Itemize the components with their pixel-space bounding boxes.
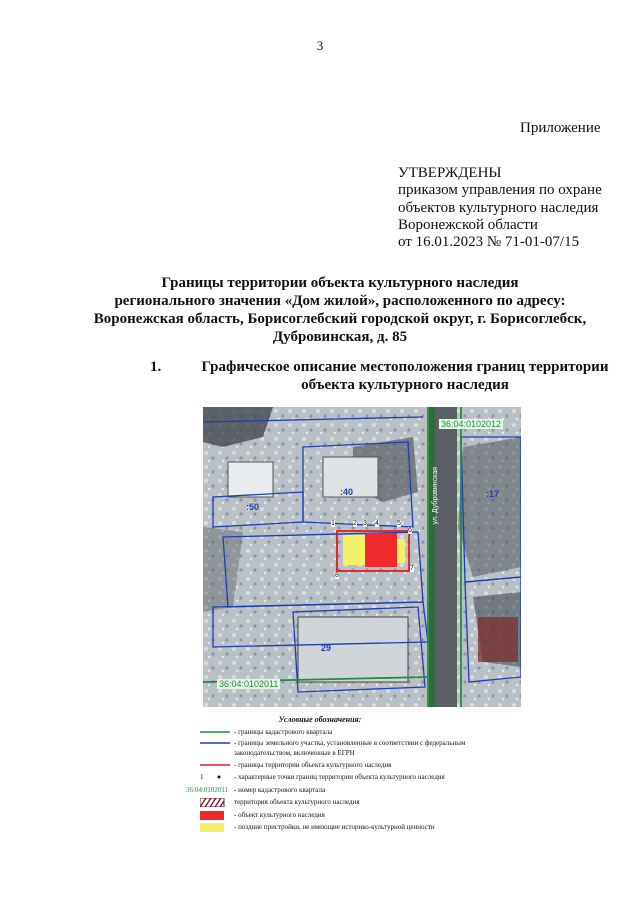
quarter-number-symbol: 36:04:0102011 <box>186 786 229 794</box>
legend-title: Условные обозначения: <box>278 715 362 724</box>
parcel-label: 29 <box>321 643 332 653</box>
section-title-line: Графическое описание местоположения границ территории <box>201 359 609 375</box>
map-graphic <box>203 407 521 707</box>
appendix-label: Приложение <box>520 120 601 136</box>
late-extension <box>397 539 405 563</box>
parcel-label: :40 <box>340 487 354 497</box>
section-title <box>190 358 620 394</box>
title-line: Воронежская область, Борисоглебский городской округ, г. Борисоглебск, <box>93 311 587 327</box>
title-line: регионального значения «Дом жилой», расположенного по адресу: <box>114 293 566 309</box>
yellow-fill-symbol <box>200 823 230 832</box>
approval-block <box>398 165 602 251</box>
parcel-label: :50 <box>246 502 260 512</box>
legend-text: - номер кадастрового квартала <box>234 786 326 794</box>
parcel-label: :17 <box>486 489 500 499</box>
building <box>478 617 518 662</box>
title-line: Границы территории объекта культурного наследия <box>161 275 519 291</box>
boundary-point-label: 8 <box>335 572 339 579</box>
legend-text: законодательством, включенные в ЕГРН <box>234 749 355 757</box>
quarter-number-label: 36:04:0102011 <box>219 679 279 689</box>
section-title-line: объекта культурного наследия <box>301 377 509 393</box>
legend-text: территория объекта культурного наследия <box>234 798 360 806</box>
boundary-point-label: 5 <box>397 520 401 527</box>
legend-text: - границы территории объекта культурного наследия <box>234 761 392 769</box>
approval-line: приказом управления по охране <box>398 182 602 199</box>
approval-line: от 16.01.2023 № 71-01-07/15 <box>398 234 580 250</box>
building <box>298 617 408 682</box>
point-number: 1 <box>200 773 204 781</box>
quarter-number-label: 36:04:0102012 <box>441 419 502 429</box>
legend-text: - границы земельного участка, установленные в соответствии с федеральным <box>234 739 466 747</box>
hatched-symbol <box>200 798 230 807</box>
heritage-object <box>365 533 397 567</box>
approval-line: Воронежской области <box>398 216 538 233</box>
approval-line: объектов культурного наследия <box>398 199 599 216</box>
red-fill-symbol <box>200 811 230 820</box>
boundary-point-label: 3 <box>363 520 367 527</box>
legend-text: - поздние пристройки, не имеющие историко-культурной ценности <box>234 823 435 831</box>
green-line-symbol <box>200 728 230 736</box>
late-extension <box>343 535 365 565</box>
cadastral-map <box>203 407 521 707</box>
boundary-point-label: 1 <box>331 520 335 527</box>
boundary-point-label: 6 <box>408 527 412 534</box>
section-number: 1. <box>150 359 162 375</box>
boundary-point-label: 7 <box>410 565 414 572</box>
building <box>228 462 273 497</box>
boundary-point-label: 2 <box>353 520 357 527</box>
legend-text: - объект культурного наследия <box>234 811 325 819</box>
legend-text: - характерные точки границ территории объекта культурного наследия <box>234 773 445 781</box>
blue-line-symbol <box>200 739 230 747</box>
title-line: Дубровинская, д. 85 <box>272 329 408 345</box>
tree-cluster <box>458 437 521 577</box>
document-title <box>90 274 590 346</box>
road-verge <box>429 407 435 707</box>
red-line-symbol <box>200 761 230 769</box>
boundary-point-label: 4 <box>375 520 379 527</box>
legend-text: - границы кадастрового квартала <box>234 728 333 736</box>
approval-title: УТВЕРЖДЕНЫ <box>398 165 502 181</box>
road <box>435 407 457 707</box>
street-label: ул. Дубровинская <box>432 467 439 525</box>
page-number: 3 <box>316 38 324 53</box>
